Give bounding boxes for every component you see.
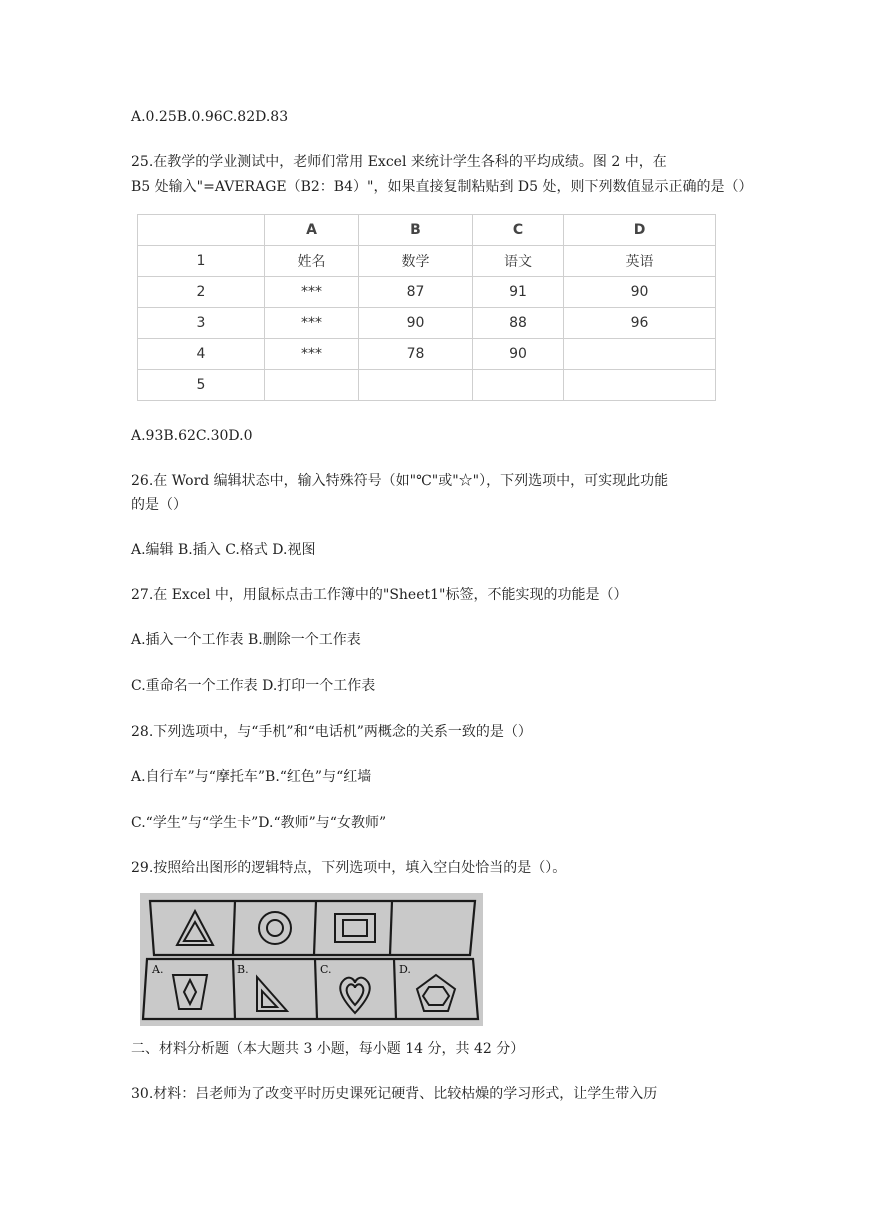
cell: ***	[265, 339, 359, 370]
row-number: 5	[138, 370, 265, 401]
q25-options: A.93B.62C.30D.0	[131, 428, 253, 444]
q26-options: A.编辑 B.插入 C.格式 D.视图	[131, 542, 316, 558]
circle-icon	[259, 912, 291, 944]
col-header-b: B	[359, 215, 473, 246]
cell: 数学	[359, 246, 473, 277]
answer-shapes	[173, 975, 455, 1013]
sequence-shapes	[177, 911, 375, 945]
q30-stem: 30.材料：吕老师为了改变平时历史课死记硬背、比较枯燥的学习形式，让学生带入历	[131, 1086, 658, 1102]
rectangle-icon	[335, 914, 375, 942]
cell	[265, 370, 359, 401]
cell: 90	[359, 308, 473, 339]
cell: ***	[265, 277, 359, 308]
table-row	[138, 277, 716, 308]
cell: 91	[473, 277, 564, 308]
q28-options-2: C.“学生”与“学生卡”D.“教师”与“女教师”	[131, 815, 387, 831]
cell: 姓名	[265, 246, 359, 277]
option-label-b: B.	[237, 963, 249, 976]
cell	[359, 370, 473, 401]
heart-icon	[340, 978, 370, 1013]
section-heading: 二、材料分析题（本大题共 3 小题，每小题 14 分，共 42 分）	[131, 1041, 525, 1057]
q26-stem-line2: 的是（）	[131, 497, 187, 513]
col-header-a: A	[265, 215, 359, 246]
cell: 英语	[564, 246, 716, 277]
cell: 78	[359, 339, 473, 370]
cell	[564, 370, 716, 401]
q28-options-1: A.自行车”与“摩托车”B.“红色”与“红墙	[131, 769, 372, 785]
table-row	[138, 370, 716, 401]
row-number: 4	[138, 339, 265, 370]
row-number: 3	[138, 308, 265, 339]
table-header-row	[138, 215, 716, 246]
table-row	[138, 339, 716, 370]
q26-stem-line1: 26.在 Word 编辑状态中，输入特殊符号（如"℃"或"☆"），下列选项中，可实现此功能	[131, 473, 669, 489]
cell: 90	[473, 339, 564, 370]
cell: 87	[359, 277, 473, 308]
q27-stem: 27.在 Excel 中，用鼠标点击工作簿中的"Sheet1"标签，不能实现的功能是（）	[131, 587, 628, 603]
option-label-c: C.	[320, 963, 332, 976]
option-label-a: A.	[152, 963, 164, 976]
col-header-d: D	[564, 215, 716, 246]
shape-sequence-figure	[140, 893, 483, 1026]
q27-options-2: C.重命名一个工作表 D.打印一个工作表	[131, 678, 376, 694]
cell	[473, 370, 564, 401]
cell: 88	[473, 308, 564, 339]
q29-stem: 29.按照给出图形的逻辑特点，下列选项中，填入空白处恰当的是（）。	[131, 860, 567, 876]
q27-options-1: A.插入一个工作表 B.删除一个工作表	[131, 632, 361, 648]
cell: ***	[265, 308, 359, 339]
q25-stem-line2: B5 处输入"=AVERAGE（B2：B4）"，如果直接复制粘贴到 D5 处，则下列数值显示正确的是（）	[131, 179, 753, 195]
excel-table	[137, 214, 716, 401]
col-header-c: C	[473, 215, 564, 246]
table-corner	[138, 215, 265, 246]
cell: 90	[564, 277, 716, 308]
option-label-d: D.	[399, 963, 411, 976]
cell: 96	[564, 308, 716, 339]
q29-figure	[140, 893, 483, 1026]
table-row	[138, 246, 716, 277]
row-number: 2	[138, 277, 265, 308]
row-number: 1	[138, 246, 265, 277]
triangle-icon	[177, 911, 213, 945]
q25-stem-line1: 25.在教学的学业测试中，老师们常用 Excel 来统计学生各科的平均成绩。图 2 中，在	[131, 154, 667, 170]
cell: 语文	[473, 246, 564, 277]
cell	[564, 339, 716, 370]
q24-options: A.0.25B.0.96C.82D.83	[131, 109, 289, 125]
table-row	[138, 308, 716, 339]
q28-stem: 28.下列选项中，与“手机”和“电话机”两概念的关系一致的是（）	[131, 724, 532, 740]
